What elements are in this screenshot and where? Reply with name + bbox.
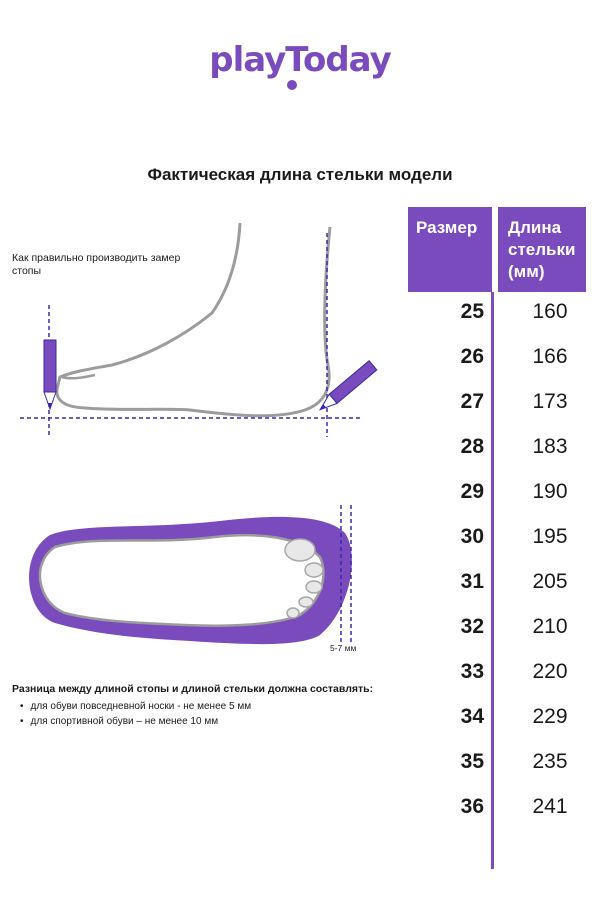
logo-dot bbox=[287, 80, 297, 90]
note-item: • для спортивной обуви – не менее 10 мм bbox=[20, 714, 251, 729]
table-header-size bbox=[408, 207, 492, 292]
length-cell: 235 bbox=[532, 750, 568, 773]
size-cell: 29 bbox=[460, 480, 484, 503]
pencil-left-icon bbox=[44, 340, 56, 409]
size-cell: 34 bbox=[460, 705, 484, 728]
note-list bbox=[20, 699, 251, 729]
size-cell: 36 bbox=[460, 795, 484, 818]
length-cell: 205 bbox=[532, 570, 568, 593]
table-row bbox=[400, 702, 600, 732]
foot-measurement-illustration bbox=[0, 205, 400, 445]
pencil-right-icon bbox=[316, 361, 377, 415]
table-row bbox=[400, 792, 600, 822]
brand-logo: playToday bbox=[209, 40, 391, 80]
insole-illustration bbox=[0, 495, 400, 655]
foot-outline bbox=[57, 223, 330, 416]
table-header-length bbox=[498, 207, 586, 292]
table-header-length-label: Длина стельки (мм) bbox=[508, 218, 576, 281]
table-header-size-label: Размер bbox=[416, 218, 478, 237]
gap-label: 5-7 мм bbox=[330, 643, 357, 653]
size-cell: 25 bbox=[460, 300, 484, 323]
length-cell: 190 bbox=[532, 480, 568, 503]
measure-instruction-label: Как правильно производить замер стопы bbox=[12, 252, 181, 277]
length-cell: 210 bbox=[532, 615, 568, 638]
size-cell: 27 bbox=[460, 390, 484, 413]
length-cell: 220 bbox=[532, 660, 568, 683]
length-cell: 195 bbox=[532, 525, 568, 548]
table-row bbox=[400, 657, 600, 687]
size-cell: 35 bbox=[460, 750, 484, 773]
note-item: • для обуви повседневной носки - не менее 5 мм bbox=[20, 699, 251, 714]
table-row bbox=[400, 387, 600, 417]
length-cell: 183 bbox=[532, 435, 568, 458]
size-cell: 33 bbox=[460, 660, 484, 683]
length-cell: 166 bbox=[532, 345, 568, 368]
table-row bbox=[400, 522, 600, 552]
table-row bbox=[400, 432, 600, 462]
table-row bbox=[400, 747, 600, 777]
table-row bbox=[400, 612, 600, 642]
size-cell: 32 bbox=[460, 615, 484, 638]
table-row bbox=[400, 477, 600, 507]
note-title: Разница между длиной стопы и длиной стельки должна составлять: bbox=[12, 683, 374, 695]
length-cell: 241 bbox=[532, 795, 568, 818]
size-cell: 28 bbox=[460, 435, 484, 458]
size-cell: 30 bbox=[460, 525, 484, 548]
page-title: Фактическая длина стельки модели bbox=[147, 165, 453, 184]
length-cell: 229 bbox=[532, 705, 568, 728]
table-row bbox=[400, 567, 600, 597]
size-cell: 26 bbox=[460, 345, 484, 368]
length-cell: 160 bbox=[532, 300, 568, 323]
table-row bbox=[400, 342, 600, 372]
foot-sole-shape bbox=[40, 535, 323, 626]
size-cell: 31 bbox=[460, 570, 484, 593]
length-cell: 173 bbox=[532, 390, 568, 413]
table-row bbox=[400, 297, 600, 327]
